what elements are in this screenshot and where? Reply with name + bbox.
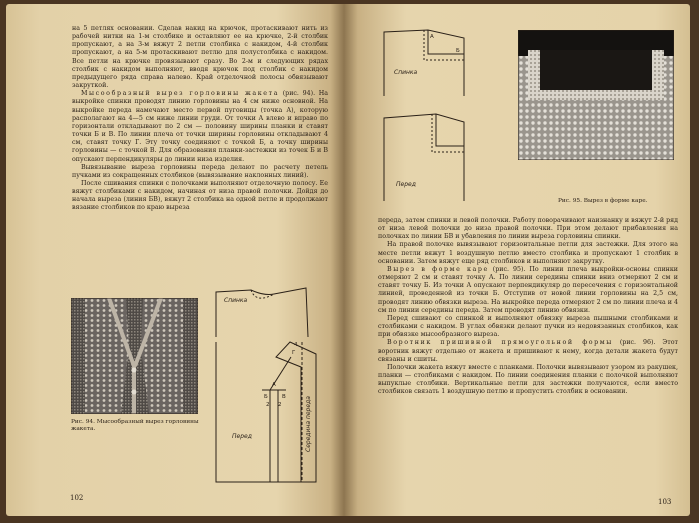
right-para-6: Полочки жакета вяжут вместе с планками. Полочки вывязывают узором из ракушек, планки — столбиками с накидом. По линии соединения планки с полочкой выполняют выпуклые столбики. Вертикальные петли для застежки получаются, если вместо столбиков связать 1 воздушную петлю и пропустить столбик в основании. (378, 363, 678, 396)
fig-95-caption: Рис. 95. Вырез в форме каре. (558, 198, 648, 204)
right-para-3 (378, 266, 678, 315)
left-para-1: на 5 петлях основании. Сделав накид на крючок, протаскивают нить из рабочей нитки на 1-м столбике и оставляют ее на крючке, 2-й столбик пропускают, а на 3-м вяжут 2 петли столбика с накидом, 4-й столбик пропускают, а на 5-м протаскивают петлю для полустолбика с накидом. Все петли на крючке провязывают сразу. Во 2-м и следующих рядах столбик с накидом выполняют, вводя крючок под столбик с накидом предыдущего ряда справа налево. Край отделочной полосы обвязывают закруткой. (72, 25, 328, 90)
right-para-1: переда, затем спинки и левой полочки. Работу поворачивают наизнанку и вяжут 2-й ряд от низа левой полочки до низа правой полочки. При этом делают прибавления на полочках по линии БВ и убавления по линии выреза горловины спинки. (378, 217, 678, 241)
right-para-3-title: Вырез в форме каре (387, 265, 489, 273)
point-v: В (282, 394, 286, 400)
right-para-3-text: (рис. 95). По линии плеча выкройки-основы спинки отмеряют 2 см и ставят точку А. По линии середины спинки вниз отмеряют 2 см и ставят точку Б. Из точки А опускают перпендикуляр до пересечения с горизонтальной линией, проведенной из точки Б. Отступив от новой линии горловины на 2,5 см, проводят линию обвязки выреза. На выкройке переда отмеряют 2 см по линии плеча и 4 см по линии середины переда. Затем проводят линию обвязки. (378, 265, 678, 314)
left-para-2 (72, 90, 328, 163)
right-para-5-title: Воротник пришивной прямоугольной формы (387, 339, 613, 347)
back-pattern-outline (216, 288, 308, 337)
left-top-text (72, 25, 328, 213)
right-page (344, 4, 690, 516)
dim-4: 4 (294, 342, 298, 348)
left-para-2-text: (рис. 94). На выкройке спинки проводят линию горловины на 4 см ниже основной. На выкройке переда намечают место первой пуговицы (точка А), которую располагают на 4—5 см ниже линии груди. От точки А влево и вправо по горизонтали откладывают по 2 см — половину ширины планки и ставят точки Б и В. По линии плеча от точки ширины горловины откладывают 4 см, ставят точку Г. Эту точку соединяют с точкой Б, а точку ширины горловины — с точкой В. Для образования планки-застежки из точек Б и В опускают перпендикуляры до линии низа изделия. (72, 90, 328, 163)
page-number-right: 103 (658, 498, 672, 506)
point-b: Б (264, 394, 268, 400)
fig-95-diagram (380, 26, 490, 206)
point-b-95: Б (456, 48, 460, 54)
point-a-95: А (430, 34, 434, 40)
point-g: Г (292, 350, 296, 356)
left-para-3: Вывязывание выреза горловины переда делают по расчету петель пучками из сокращенных столбиков (вывязывание наклонных линий). (72, 163, 328, 179)
right-para-4: Перед сшивают со спинкой и выполняют обвязку выреза пышными столбиками и столбиками с накидом. В углах обвязки делают пучки из недовязанных столбиков, как при обвязке мысообразного выреза. (378, 314, 678, 339)
page-number-left: 102 (70, 494, 84, 502)
jacket-photo-image (71, 298, 198, 414)
right-para-5 (378, 339, 678, 363)
fig-94-diagram (206, 282, 336, 492)
label-back-95: Спинка (394, 69, 418, 76)
right-text (378, 217, 678, 396)
label-front-95: Перед (396, 181, 416, 188)
jacket-photo (71, 298, 198, 414)
label-center-front: Середина переда (305, 396, 312, 452)
label-front: Перед (232, 433, 252, 440)
left-para-2-title: Мысообразный вырез горловины жакета (81, 90, 280, 98)
left-para-4: После сшивания спинки с полочками выполняют отделочную полосу. Ее вяжут столбиками с накидом, начиная от низа правой полочки. Дойдя до начала выреза (линия БВ), вяжут 2 столбика на одной петле и продолжают вязание столбиков по краю выреза (72, 179, 328, 212)
front-pattern-outline (216, 342, 316, 482)
square-neck-photo-image (518, 30, 674, 160)
label-back: Спинка (224, 297, 248, 304)
dim-2-right: 2 (278, 402, 282, 408)
point-a: А (272, 382, 276, 388)
left-page (6, 4, 344, 516)
right-para-2: На правой полочке вывязывают горизонтальные петли для застежки. Для этого на месте петли вяжут 1 воздушную петлю вместо столбика и пропускают 1 столбик в основании. Затем вяжут еще ряд столбиков и выполняют закрутку. (378, 241, 678, 265)
right-para-5-text: (рис. 96). Этот воротник вяжут отдельно от жакета и пришивают к нему, когда детали жакета будут связаны и сшиты. (378, 339, 678, 363)
front-square-neck (436, 114, 464, 146)
dim-2-left: 2 (266, 402, 270, 408)
fig-94-caption: Рис. 94. Мысообразный вырез горловины жакета. (71, 419, 199, 433)
square-neck-photo (518, 30, 674, 160)
